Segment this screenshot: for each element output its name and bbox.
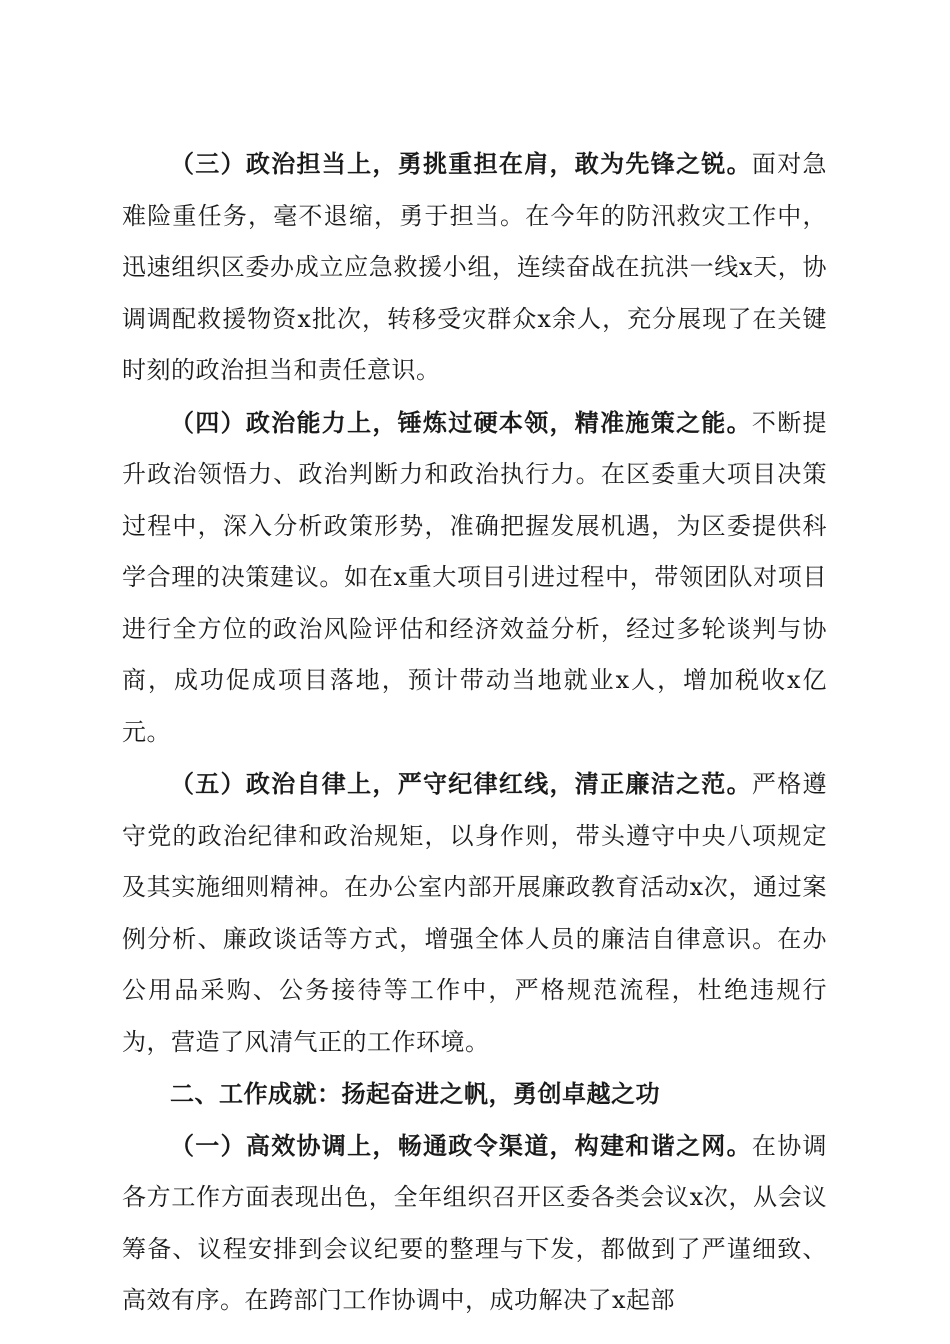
- paragraph-lead: （一）高效协调上，畅通政令渠道，构建和谐之网。: [170, 1130, 752, 1160]
- paragraph-text: 不断提升政治领悟力、政治判断力和政治执行力。在区委重大项目决策过程中，深入分析政策形势，准确把握发展机遇，为区委提供科学合理的决策建议。如在x重大项目引进过程中，带领团队对项目进行全方位的政治风险评估和经济效益分析，经过多轮谈判与协商，成功促成项目落地，预计带动当地就业x人，增加税收x亿元。: [122, 408, 828, 746]
- section-heading-work-achievements: 二、工作成就：扬起奋进之帆，勇创卓越之功: [170, 1079, 660, 1108]
- document-body: [122, 138, 827, 1327]
- paragraph-text: 面对急难险重任务，毫不退缩，勇于担当。在今年的防汛救灾工作中，迅速组织区委办成立应急救援小组，连续奋战在抗洪一线x天，协调调配救援物资x批次，转移受灾群众x余人，充分展现了在关键时刻的政治担当和责任意识。: [122, 150, 828, 384]
- paragraph-efficient-coordination: [122, 1120, 827, 1327]
- paragraph-text: 严格遵守党的政治纪律和政治规矩，以身作则，带头遵守中央八项规定及其实施细则精神。在办公室内部开展廉政教育活动x次，通过案例分析、廉政谈话等方式，增强全体人员的廉洁自律意识。在办公用品采购、公务接待等工作中，严格规范流程，杜绝违规行为，营造了风清气正的工作环境。: [122, 770, 828, 1056]
- paragraph-lead: （五）政治自律上，严守纪律红线，清正廉洁之范。: [170, 769, 752, 798]
- paragraph-lead: （四）政治能力上，锤炼过硬本领，精准施策之能。: [170, 407, 752, 437]
- paragraph-political-ability: [122, 397, 827, 759]
- paragraph-political-discipline: [122, 758, 827, 1068]
- paragraph-political-responsibility: [122, 138, 827, 397]
- paragraph-lead: （三）政治担当上，勇挑重担在肩，敢为先锋之锐。: [170, 149, 752, 178]
- paragraph-text: 在协调各方工作方面表现出色，全年组织召开区委各类会议x次，从会议筹备、议程安排到会议纪要的整理与下发，都做到了严谨细致、高效有序。在跨部门工作协调中，成功解决了x起部: [122, 1131, 828, 1314]
